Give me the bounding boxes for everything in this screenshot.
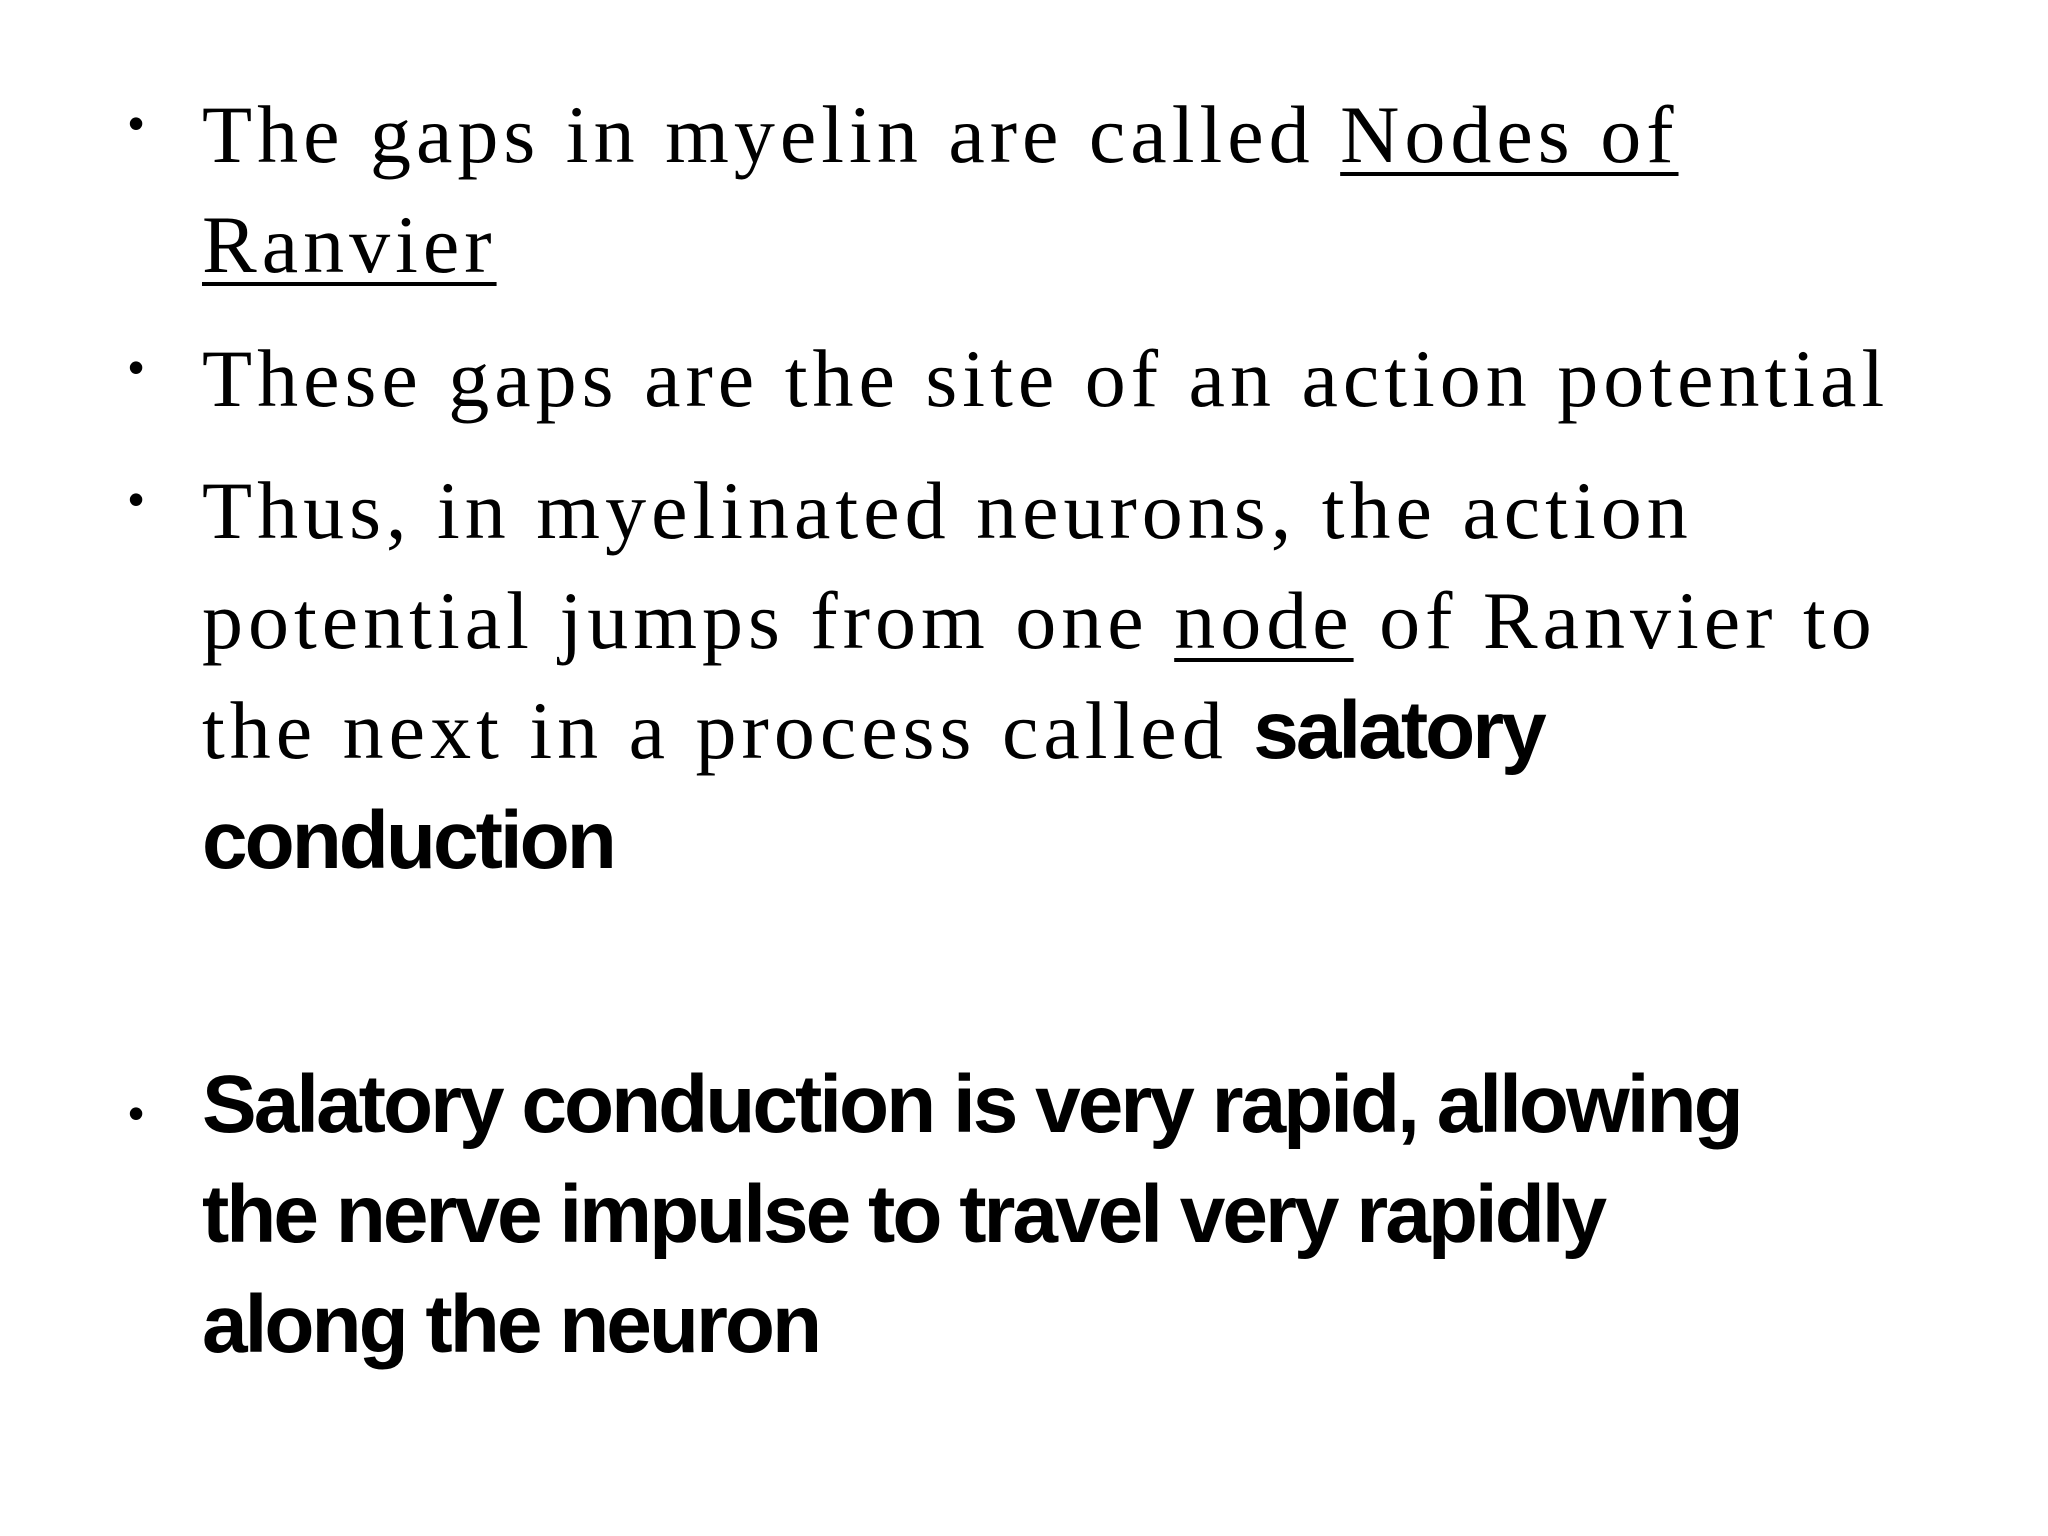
bullet-3-underlined-term: node: [1174, 575, 1354, 666]
bullet-marker: •: [128, 97, 145, 149]
bullet-marker: •: [128, 1087, 145, 1139]
bullet-item-4-line-1: Salatory conduction is very rapid, allowing: [202, 1059, 1741, 1150]
bullet-3-text-4: the next in a process called: [202, 685, 1254, 776]
bullet-1-underlined-term: Nodes of: [1340, 89, 1679, 180]
bullet-item-4-line-3: along the neuron: [202, 1279, 820, 1370]
bullet-marker: •: [128, 473, 145, 525]
bullet-item-3-line-2: [202, 566, 1877, 676]
bullet-marker: •: [128, 341, 145, 393]
bullet-3-bold-term: salatory: [1253, 685, 1544, 776]
bullet-item-3-line-1: [202, 456, 1693, 566]
bullet-item-1-line-1: [202, 80, 1679, 190]
bullet-3-bold-term-cont: conduction: [202, 795, 614, 886]
bullet-item-3-line-4: [202, 786, 614, 896]
bullet-1-underlined-term-cont: Ranvier: [202, 199, 497, 290]
bullet-item-1-line-2: [202, 190, 497, 300]
bullet-item-3-line-3: [202, 676, 1544, 786]
bullet-1-text: The gaps in myelin are called: [202, 89, 1341, 180]
bullet-2-text: These gaps are the site of an action potential: [202, 333, 1890, 424]
bullet-3-text-1: Thus, in myelinated neurons, the action: [202, 465, 1693, 556]
bullet-item-2: [202, 324, 1889, 434]
bullet-item-4-line-2: the nerve impulse to travel very rapidly: [202, 1169, 1605, 1260]
bullet-3-text-2: potential jumps from one: [202, 575, 1175, 666]
bullet-3-text-3: of Ranvier to: [1353, 575, 1877, 666]
